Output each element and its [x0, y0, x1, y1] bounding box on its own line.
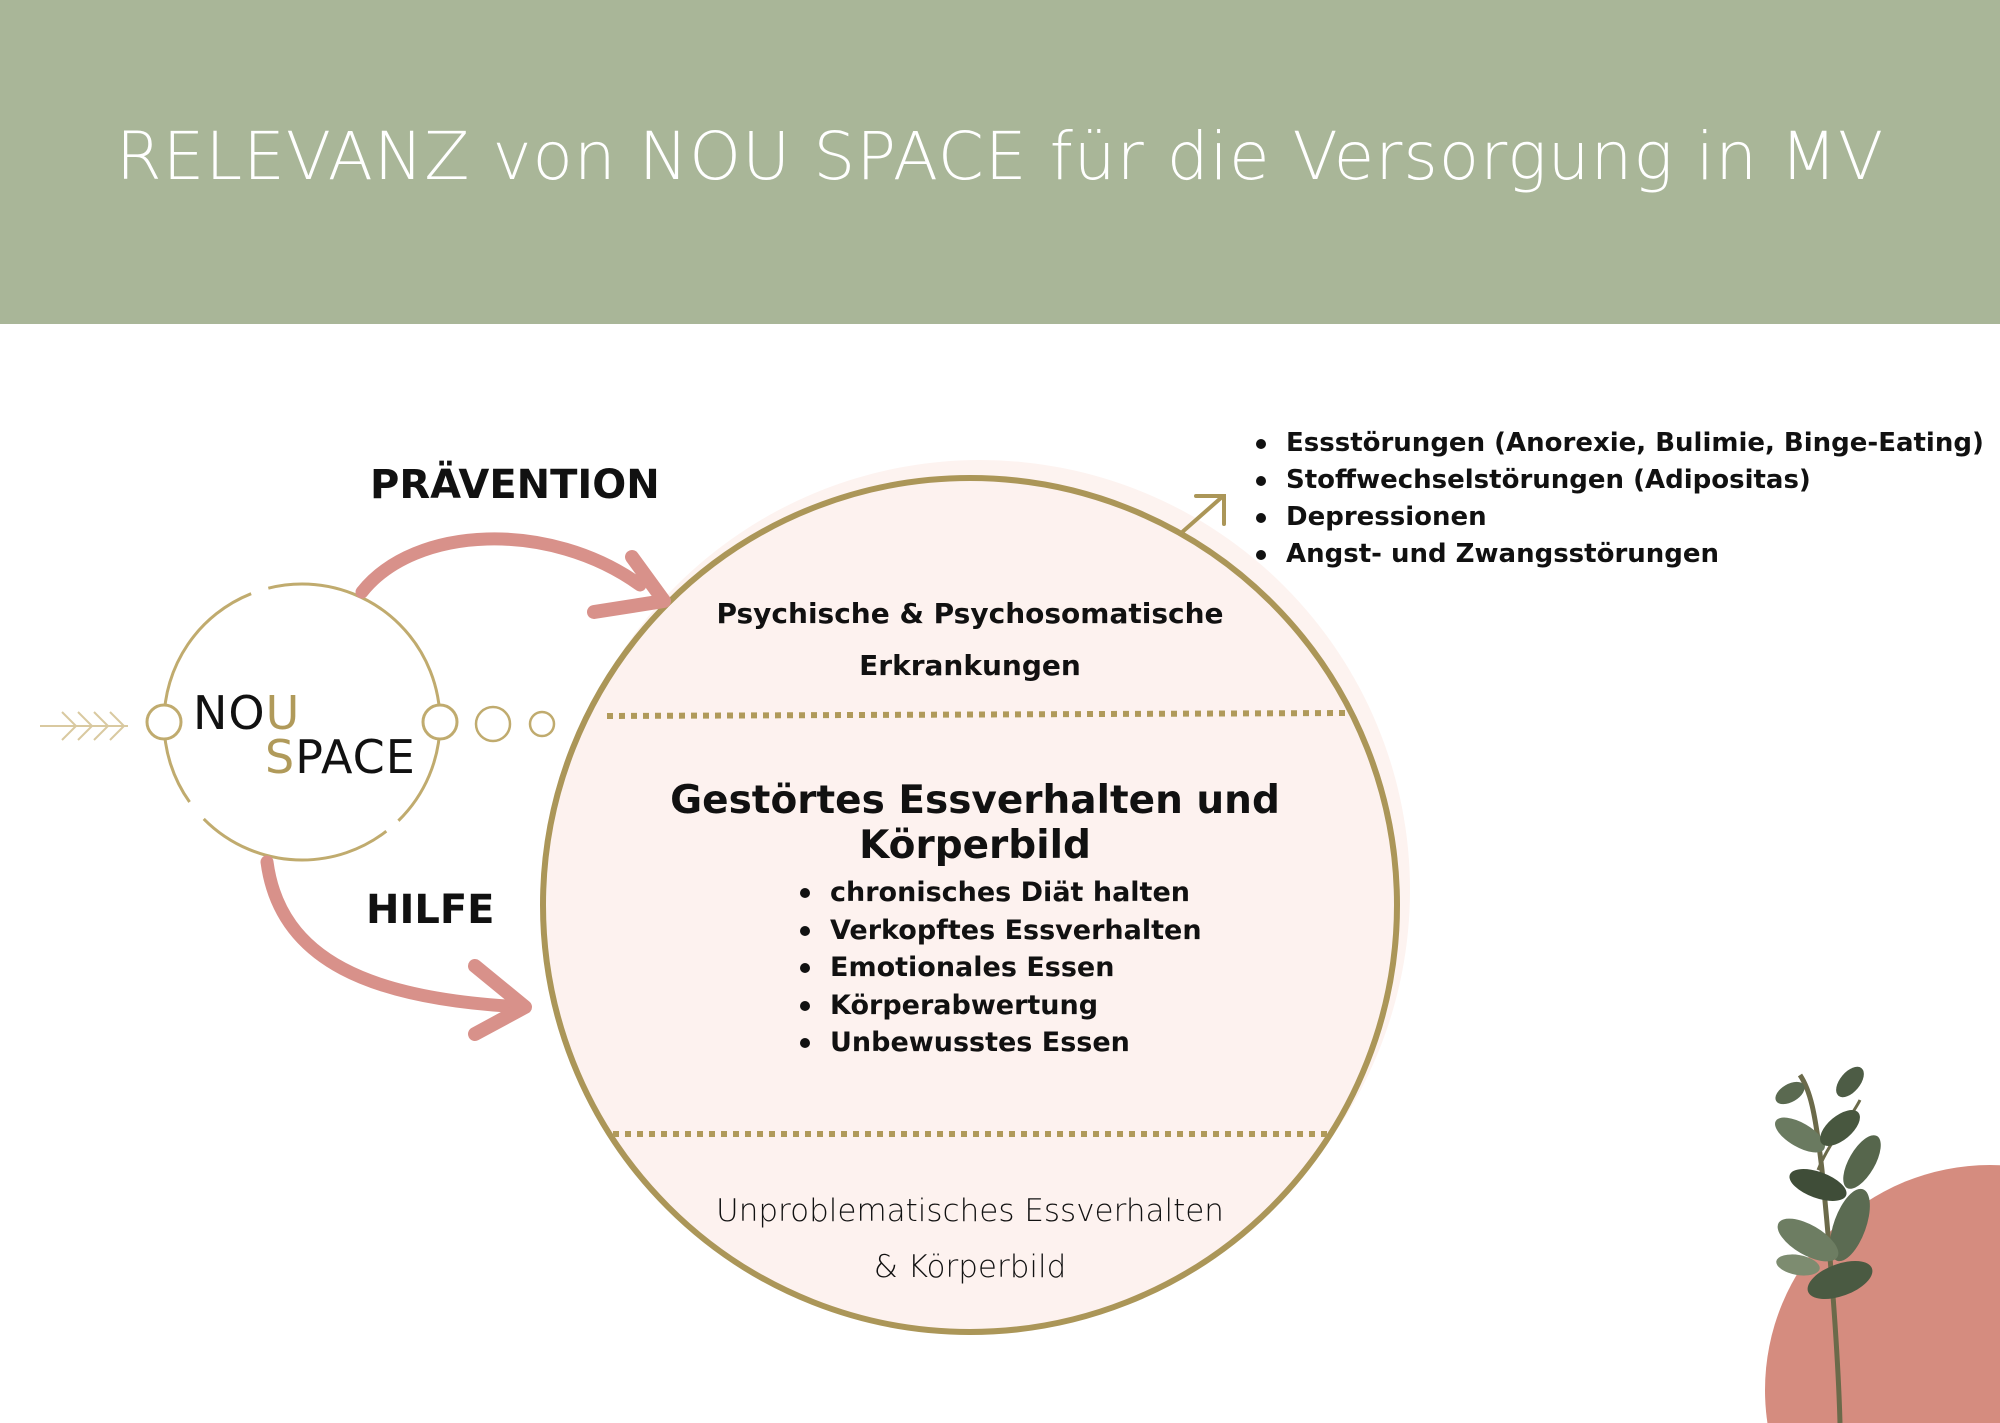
list-item: Angst- und Zwangsstörungen [1250, 536, 1984, 573]
behaviour-list [794, 874, 1202, 1062]
bottom-band-text [680, 1183, 1260, 1295]
top-band-text [680, 588, 1260, 692]
list-item: Körperabwertung [794, 987, 1202, 1025]
list-item: Emotionales Essen [794, 949, 1202, 987]
prevention-label: PRÄVENTION [370, 462, 660, 508]
list-item: chronisches Diät halten [794, 874, 1202, 912]
list-item: Unbewusstes Essen [794, 1024, 1202, 1062]
top-band-line1: Psychische & Psychosomatische [716, 597, 1224, 630]
top-band-line2: Erkrankungen [859, 649, 1081, 682]
page-title: RELEVANZ von NOU SPACE für die Versorgung in MV [115, 118, 1885, 195]
middle-band-title: Gestörtes Essverhalten und Körperbild [670, 778, 1280, 868]
list-item: Verkopftes Essverhalten [794, 912, 1202, 950]
bottom-band-line2: & Körperbild [873, 1249, 1067, 1285]
logo-wordmark-line2: SPACE [265, 730, 416, 784]
corner-blob [1765, 1165, 2000, 1423]
bottom-band-line1: Unproblematisches Essverhalten [716, 1193, 1224, 1229]
logo-wordmark-line1: NOU [193, 686, 301, 740]
help-label: HILFE [366, 887, 495, 933]
list-item: Essstörungen (Anorexie, Bulimie, Binge-Eating) [1250, 425, 1984, 462]
prevention-arrow [362, 539, 664, 612]
list-item: Depressionen [1250, 499, 1984, 536]
list-item: Stoffwechselstörungen (Adipositas) [1250, 462, 1984, 499]
disorders-list [1250, 425, 1984, 573]
